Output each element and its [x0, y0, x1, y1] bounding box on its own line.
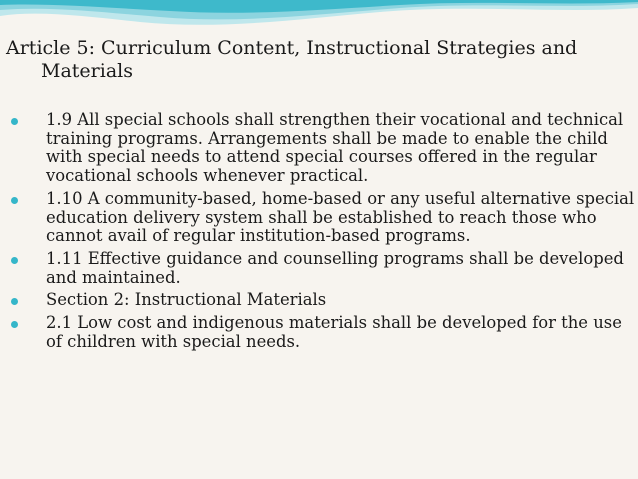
- bullet-text: 1.9 All special schools shall strengthen their vocational and technical training programs. Arrangements shall be made to enable the child with special needs to attend special courses offered in the regular vocational schools whenever practical.: [46, 110, 624, 186]
- bullet-icon: [11, 118, 18, 125]
- bullet-icon: [11, 197, 18, 204]
- list-item: [0, 291, 638, 310]
- list-item: [0, 190, 638, 246]
- list-item: [0, 250, 638, 287]
- bullet-list: [0, 111, 638, 351]
- bullet-text: 2.1 Low cost and indigenous materials shall be developed for the use of children with special needs.: [46, 313, 622, 351]
- bullet-icon: [11, 298, 18, 305]
- bullet-icon: [11, 321, 18, 328]
- bullet-icon: [11, 257, 18, 264]
- bullet-text: Section 2: Instructional Materials: [46, 290, 327, 310]
- slide-title: Article 5: Curriculum Content, Instructional Strategies and Materials: [6, 37, 578, 82]
- list-item: [0, 111, 638, 186]
- bullet-text: 1.11 Effective guidance and counselling programs shall be developed and maintained.: [46, 248, 624, 287]
- decorative-wave-header: [0, 0, 638, 34]
- list-item: [0, 314, 638, 351]
- bullet-text: 1.10 A community-based, home-based or any useful alternative special education delivery system shall be established to reach those who cannot avail of regular institution-based programs.: [46, 188, 635, 246]
